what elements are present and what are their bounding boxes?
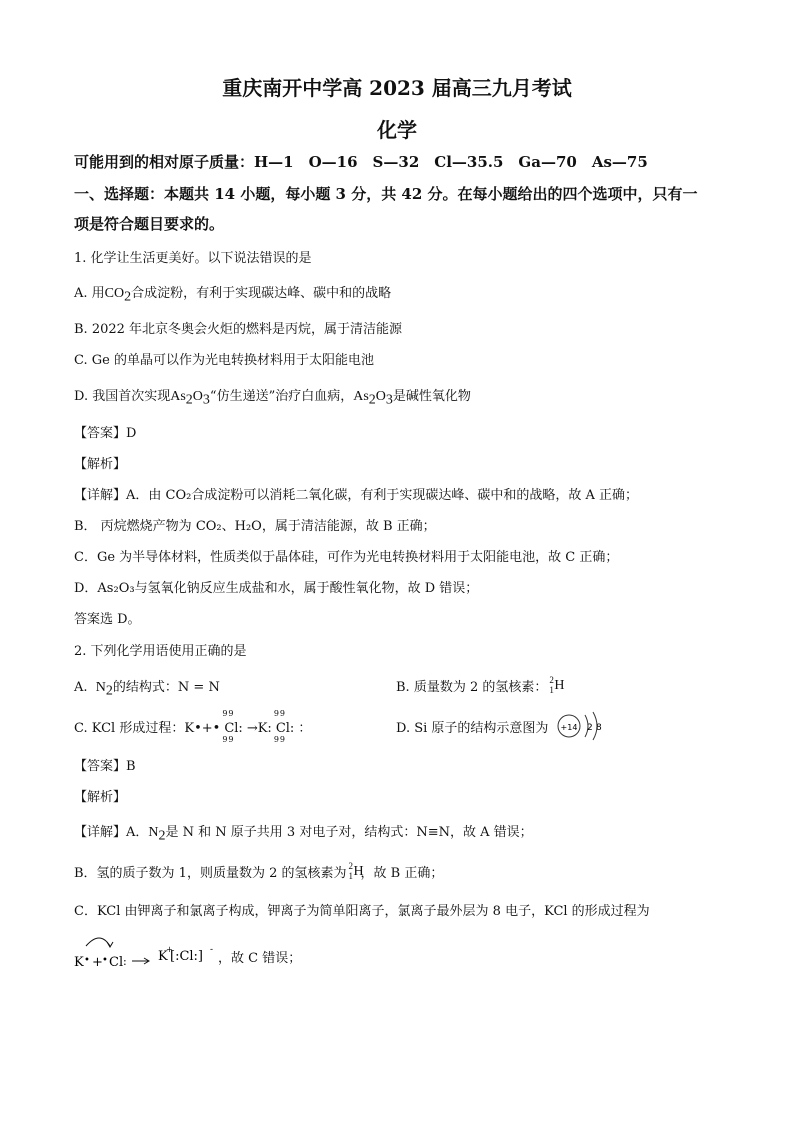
formation-minus: - xyxy=(210,945,214,955)
si-atom-diagram xyxy=(555,709,615,745)
q2-option-b: B. 质量数为 2 的氢核素： 2 1 H xyxy=(396,675,565,695)
q1-analysis: 【解析】 xyxy=(74,457,127,472)
subject-heading: 化学 xyxy=(377,118,417,142)
q1-choose: 答案选 D。 xyxy=(74,612,141,627)
atomic-masses: 可能用到的相对原子质量：H—1 O—16 S—32 Cl—35.5 Ga—70 As—75 xyxy=(74,153,648,171)
q2-option-d: D. Si 原子的结构示意图为 xyxy=(396,721,549,736)
shell-2-electrons: 8 xyxy=(596,723,602,733)
q2-analysis: 【解析】 xyxy=(74,790,127,805)
q1-detail-b: B． 丙烷燃烧产物为 CO₂、H₂O，属于清洁能源，故 B 正确； xyxy=(74,519,436,534)
formation-ion: [:Cl:] xyxy=(170,949,204,964)
q2-formation-tail: ，故 C 错误； xyxy=(218,951,302,966)
q2-stem: 2. 下列化学用语使用正确的是 xyxy=(74,644,247,659)
q1-detail-c: C．Ge 为半导体材料，性质类似于晶体硅，可作为光电转换材料用于太阳能电池，故 C 正确； xyxy=(74,550,619,565)
q2-answer: 【答案】B xyxy=(74,759,136,774)
q1-detail-a: 【详解】A．由 CO₂合成淀粉可以消耗二氧化碳，有利于实现碳达峰、碳中和的战略，故 A 正确； xyxy=(74,488,638,503)
svg-text:•: • xyxy=(84,955,90,966)
hydrogen-isotope: 2 1 H xyxy=(549,675,565,695)
formation-kplus: K xyxy=(158,949,168,964)
q2-detail-a: 【详解】A．$N_2$是 N 和 N 原子共用 3 对电子对，结构式：N≡N，故 A 错误； xyxy=(74,825,533,844)
q2-detail-c: C．KCl 由钾离子和氯离子构成，钾离子为简单阳离子，氯离子最外层为 8 电子，KCl 的形成过程为 xyxy=(74,904,650,919)
q1-option-d: D. 我国首次实现$As_2O_3“$仿生递送”治疗白血病，$As_2O_3$是碱性氧化物 xyxy=(74,389,471,408)
q2-detail-b: B．氢的质子数为 1，则质量数为 2 的氢核素为 2 1 H ，故 B 正确； xyxy=(74,861,444,881)
formation-k: K xyxy=(74,955,84,970)
nucleus-label: +14 xyxy=(560,723,578,732)
q1-option-c: C. Ge 的单晶可以作为光电转换材料用于太阳能电池 xyxy=(74,353,374,368)
q1-option-a: A. 用$CO_2$合成淀粉，有利于实现碳达峰、碳中和的战略 xyxy=(74,286,392,305)
svg-text::: : xyxy=(123,955,127,968)
kcl-formation-diagram xyxy=(72,932,232,972)
page-title: 重庆南开中学高 2023 届高三九月考试 xyxy=(222,76,572,100)
svg-text:•: • xyxy=(102,955,108,966)
formation-plus: + xyxy=(92,955,103,970)
q1-stem: 1. 化学让生活更美好。以下说法错误的是 xyxy=(74,251,312,266)
section-heading-line2: 项是符合题目要求的。 xyxy=(74,215,225,233)
q1-option-b: B. 2022 年北京冬奥会火炬的燃料是丙烷，属于清洁能源 xyxy=(74,322,403,337)
formation-cl: Cl xyxy=(109,955,124,970)
q1-detail-d: D．As₂O₃与氢氧化钠反应生成盐和水，属于酸性氧化物，故 D 错误； xyxy=(74,581,479,596)
shell-1-electrons: 2 xyxy=(587,723,593,733)
section-heading-line1: 一、选择题：本题共 14 小题，每小题 3 分，共 42 分。在每小题给出的四个选项中，只有一 xyxy=(74,185,698,203)
svg-text:+: + xyxy=(166,945,173,954)
q2-option-a: A. $N_2$的结构式：N = N xyxy=(74,680,220,699)
q1-answer: 【答案】D xyxy=(74,426,137,441)
q2-option-c: C. KCl 形成过程：K•+• 99 Cl: 99 →K: 99 Cl: 99 ： xyxy=(74,709,312,744)
